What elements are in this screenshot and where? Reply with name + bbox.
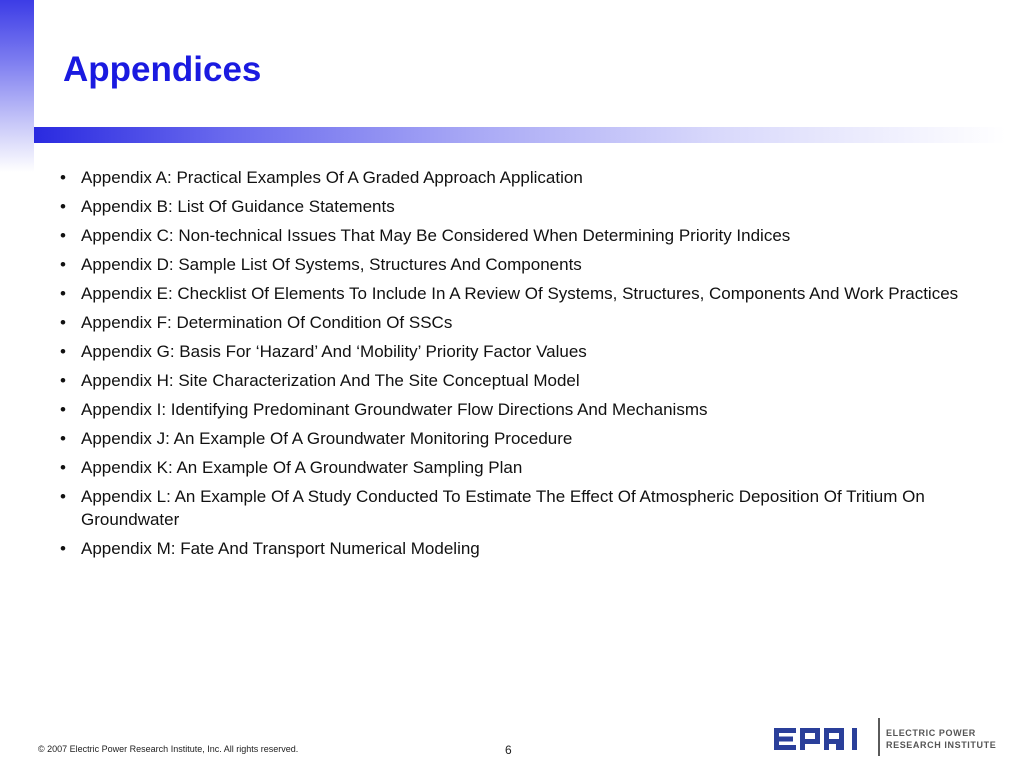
appendix-item	[60, 398, 960, 421]
bullet-dot-icon: •	[60, 342, 66, 361]
logo-divider	[878, 718, 880, 756]
bullet-dot-icon: •	[60, 400, 66, 419]
appendix-item-text: Appendix E: Checklist Of Elements To Include In A Review Of Systems, Structures, Components And Work Practices	[81, 284, 959, 303]
slide-title: Appendices	[63, 50, 262, 89]
left-accent-bar	[0, 0, 34, 172]
appendix-item-text: Appendix M: Fate And Transport Numerical Modeling	[81, 539, 480, 558]
logo-text-line2: RESEARCH INSTITUTE	[886, 740, 997, 750]
bullet-dot-icon: •	[60, 487, 66, 506]
appendix-item-text: Appendix G: Basis For ‘Hazard’ And ‘Mobility’ Priority Factor Values	[81, 342, 587, 361]
appendix-item-text: Appendix D: Sample List Of Systems, Structures And Components	[81, 255, 582, 274]
appendix-item	[60, 282, 960, 305]
bullet-dot-icon: •	[60, 226, 66, 245]
appendix-item	[60, 427, 960, 450]
appendix-item	[60, 485, 960, 531]
appendix-item-text: Appendix B: List Of Guidance Statements	[81, 197, 395, 216]
bullet-dot-icon: •	[60, 371, 66, 390]
appendix-item-text: Appendix H: Site Characterization And The Site Conceptual Model	[81, 371, 580, 390]
appendix-item-text: Appendix K: An Example Of A Groundwater Sampling Plan	[81, 458, 523, 477]
bullet-dot-icon: •	[60, 429, 66, 448]
bullet-dot-icon: •	[60, 284, 66, 303]
bullet-dot-icon: •	[60, 539, 66, 558]
appendix-item	[60, 369, 960, 392]
appendix-item	[60, 456, 960, 479]
bullet-dot-icon: •	[60, 313, 66, 332]
appendix-item	[60, 195, 960, 218]
appendix-item-text: Appendix A: Practical Examples Of A Graded Approach Application	[81, 168, 583, 187]
epri-logo	[774, 718, 997, 758]
bullet-dot-icon: •	[60, 168, 66, 187]
footer-copyright: © 2007 Electric Power Research Institute, Inc. All rights reserved.	[38, 744, 299, 754]
title-gradient-rule	[34, 127, 1006, 143]
appendix-item	[60, 253, 960, 276]
appendix-item-text: Appendix I: Identifying Predominant Groundwater Flow Directions And Mechanisms	[81, 400, 708, 419]
bullet-dot-icon: •	[60, 255, 66, 274]
appendix-item	[60, 537, 960, 560]
appendix-item-text: Appendix C: Non-technical Issues That May Be Considered When Determining Priority Indices	[81, 226, 791, 245]
logo-text-line1: ELECTRIC POWER	[886, 728, 976, 738]
appendix-item	[60, 311, 960, 334]
appendix-item-text: Appendix L: An Example Of A Study Conducted To Estimate The Effect Of Atmospheric Deposition Of Tritium On Groundwater	[81, 487, 925, 529]
page-number: 6	[505, 743, 512, 757]
bullet-dot-icon: •	[60, 458, 66, 477]
appendix-item	[60, 340, 960, 363]
bullet-dot-icon: •	[60, 197, 66, 216]
appendix-item	[60, 224, 960, 247]
logo-text	[886, 727, 996, 751]
appendix-item-text: Appendix F: Determination Of Condition Of SSCs	[81, 313, 453, 332]
appendix-item-text: Appendix J: An Example Of A Groundwater Monitoring Procedure	[81, 429, 573, 448]
appendix-item	[60, 166, 960, 189]
appendix-list	[60, 166, 960, 566]
epri-logo-mark	[774, 725, 870, 753]
